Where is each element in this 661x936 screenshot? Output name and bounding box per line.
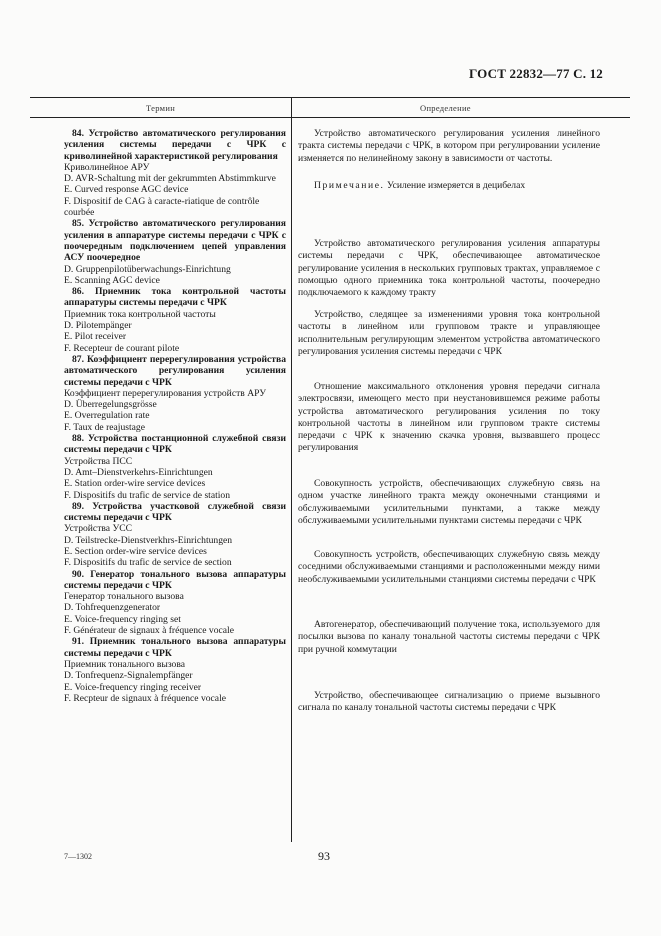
term-line: Генератор тонального вызова [64, 591, 184, 603]
term-entry-84 [64, 128, 286, 218]
terms-column [64, 128, 286, 704]
term-line: Приемник тока контрольной частоты [64, 308, 216, 320]
term-line: F. Recpteur de signaux à fréquence vocale [64, 692, 226, 704]
table-header-rule [30, 117, 630, 118]
term-entry-90 [64, 569, 286, 637]
definition-90: Автогенератор, обеспечивающий получение тока, используемого для посылки вызова по каналу тональной частоты системы передачи с ЧРК при ручной коммутации [298, 619, 600, 655]
term-line: F. Dispositifs du trafic de service de station [64, 489, 231, 501]
term-line: E. Curved response AGC device [64, 184, 189, 196]
term-line: F. Recepteur de courant pilote [64, 342, 180, 354]
term-line: E. Voice-frequency ringing receiver [64, 681, 202, 693]
definition-91: Устройство, обеспечивающее сигнализацию о приеме вызывного сигнала по каналу тональной частоты системы передачи с ЧРК [298, 690, 600, 714]
definition-87: Отношение максимального отклонения уровня передачи сигнала электросвязи, имеющего место при неустановившемся режиме работы устройства автоматического регулирования усиления по току контрольной частоты в линейном или групповом тракте системы передачи с ЧРК к значению скачка уровня, вызвавшего процесс регулирования [298, 381, 600, 454]
term-entry-86 [64, 286, 286, 354]
term-heading: 87. Коэффициент перерегулирования устройства автоматического регулирования усиления системы передачи с ЧРК [64, 353, 286, 388]
term-line: F. Générateur de signaux à fréquence vocale [64, 625, 234, 637]
print-run-code: 7—1302 [64, 852, 92, 861]
term-line: D. Pilotempänger [64, 320, 132, 332]
term-line: D. Gruppenpilotüberwachungs-Einrichtung [64, 263, 231, 275]
column-header-definition: Определение [420, 103, 471, 113]
document-header-title: ГОСТ 22832—77 С. 12 [469, 66, 603, 81]
term-line: E. Station order-wire service devices [64, 478, 206, 490]
term-line: F. Taux de reajustage [64, 421, 145, 433]
term-heading: 90. Генератор тонального вызова аппаратуры системы передачи с ЧРК [64, 568, 286, 591]
column-divider [291, 97, 292, 842]
table-top-rule [30, 97, 630, 98]
term-line: E. Pilot receiver [64, 331, 127, 343]
term-line: F. Dispositifs du trafic de service de section [64, 557, 232, 569]
term-line: Приемник тонального вызова [64, 658, 186, 670]
term-heading: 86. Приемник тока контрольной частоты аппаратуры системы передачи с ЧРК [64, 286, 286, 309]
term-line: E. Voice-frequency ringing set [64, 613, 181, 625]
term-entry-89 [64, 501, 286, 569]
term-line: Устройства УСС [64, 523, 133, 535]
term-line: Криволинейное АРУ [64, 161, 150, 173]
definition-86: Устройство, следящее за изменениями уровня тока контрольной частоты в линейном или групповом тракте и управляющее исполнительным регулирующим элементом устройства автоматического регулирования усиления системы передачи с ЧРК [298, 309, 600, 357]
term-heading: 89. Устройства участковой служебной связи системы передачи с ЧРК [64, 500, 286, 524]
definition-88: Совокупность устройств, обеспечивающих служебную связь на одном участке линейного тракта между оконечными станциями и обслуживаемыми усилительными пунктами, а также между обслуживаемыми усилительными пунктами системы передачи с ЧРК [298, 478, 600, 526]
note-text: Усиление измеряется в децибелах [386, 180, 526, 191]
term-line: E. Scanning AGC device [64, 274, 160, 286]
definition-84: Устройство автоматического регулирования усиления линейного тракта системы передачи с ЧРК, в котором при регулировании усиление изменяется по нелинейному закону в зависимости от частоты. [298, 128, 600, 164]
term-line: E. Overregulation rate [64, 410, 150, 422]
term-heading: 85. Устройство автоматического регулирования усиления в аппаратуре системы передачи с ЧРК с поочередным подключением цепей управления АСУ поочередное [64, 218, 286, 264]
term-line: D. Tohfrequenzgenerator [64, 602, 161, 614]
term-entry-87 [64, 354, 286, 433]
term-line: D. Überregelungsgrösse [64, 399, 157, 411]
definition-85: Устройство автоматического регулирования усиления аппаратуры системы передачи с ЧРК, обеспечивающее автоматическое регулирование усиления в нескольких групповых трактах, управляемое с помощью одного приемника тока контрольной частоты, поочередно подключаемого к каждому тракту [298, 238, 600, 299]
term-line: D. Teilstrecke-Dienstverkhrs-Einrichtungen [64, 534, 233, 546]
definition-84-note [298, 180, 600, 192]
term-line: D. Amt–Dienstverkehrs-Einrichtungen [64, 466, 213, 478]
column-header-terms: Термин [146, 103, 176, 113]
term-line: D. Tonfrequenz-Signalempfänger [64, 670, 193, 682]
term-line: Устройства ПСС [64, 455, 133, 467]
page-number: 93 [318, 849, 330, 863]
term-heading: 88. Устройства постанционной служебной связи системы передачи с ЧРК [64, 433, 286, 456]
term-line: F. Dispositif de CAG à caracte-riatique de contrôle courbée [64, 195, 260, 219]
term-line: D. AVR-Schaltung mit der gekrummten Abstimmkurve [64, 173, 276, 185]
term-line: E. Section order-wire service devices [64, 545, 207, 557]
note-label: Примечание. [314, 180, 385, 191]
term-entry-91 [64, 636, 286, 704]
term-entry-88 [64, 433, 286, 501]
term-heading: 91. Приемник тонального вызова аппаратуры системы передачи с ЧРК [64, 636, 286, 659]
term-line: Коэффициент перерегулирования устройств АРУ [64, 387, 267, 399]
term-heading: 84. Устройство автоматического регулирования усиления системы передачи с ЧРК с криволинейной характеристикой регулирования [64, 128, 286, 162]
term-entry-85 [64, 218, 286, 286]
definition-89: Совокупность устройств, обеспечивающих служебную связь между соседними обслуживаемыми станциями и расположенными между ними необслуживаемыми усилительными станциями системы передачи с ЧРК [298, 549, 600, 585]
